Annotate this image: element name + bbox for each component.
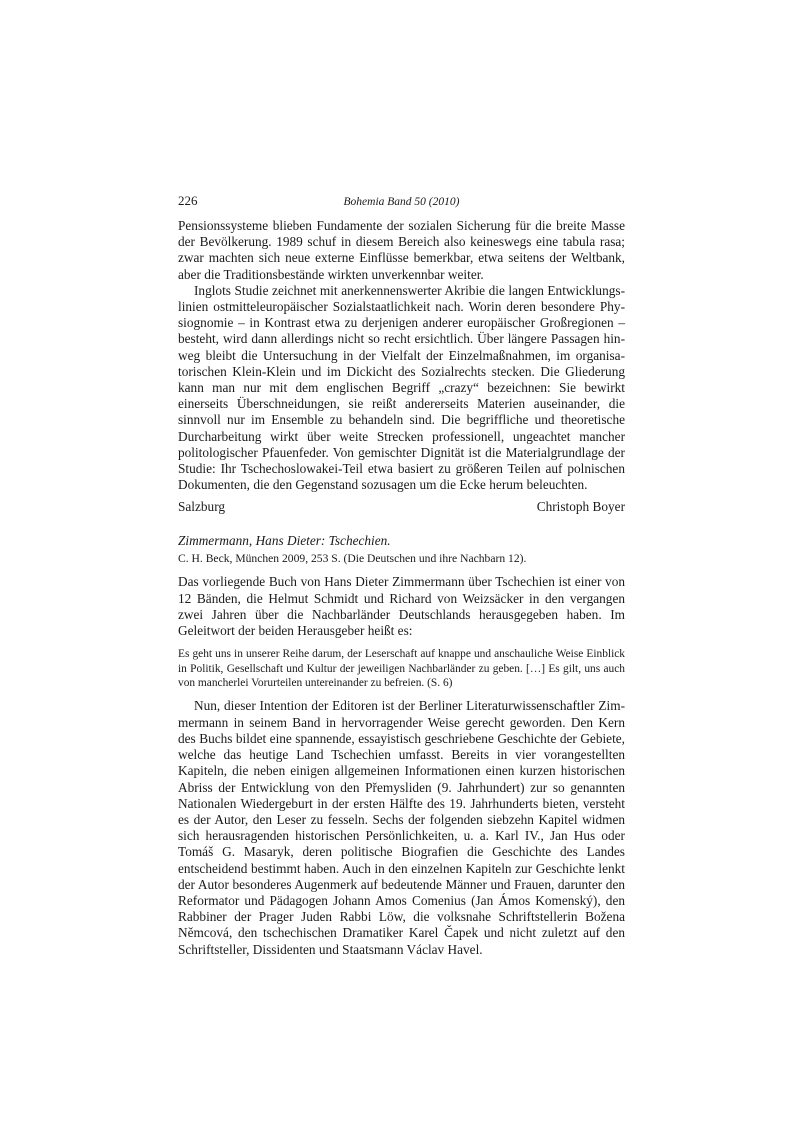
block-quote: Es geht uns in unserer Reihe darum, der Leserschaft auf knappe und anschauliche Weise Einblick in Politik, Gesellschaft und Kultur der jeweiligen Nachbarländer zu geben. […] Es gilt, uns auch von mancherlei Vorurteilen untereinander zu befreien. (S. 6) [178,648,625,690]
document-page [178,193,625,958]
review-publication: C. H. Beck, München 2009, 253 S. (Die Deutschen und ihre Nachbarn 12). [178,552,527,566]
paragraph-critique: Inglots Studie zeichnet mit anerkennenswerter Akribie die langen Entwicklungslinien ostmitteleuropäischer Sozialstaatlichkeit nach. Worin deren besondere Physiognomie – in Kontrast etwa zu derjenigen anderer europäischer Großregionen – besteht, wird dann allerdings nicht so recht ersichtlich. Über längere Passagen hinweg bleibt die Untersuchung in der Vielfalt der Einzelmaßnahmen, im organisatorischen Klein-Klein und im Dickicht des Sozialrechts stecken. Die Gliederung kann man nur mit dem englischen Begriff „crazy“ bezeichnen: Sie bewirkt einerseits Überschneidungen, sie reißt andererseits Materien auseinander, die sinnvoll nur im Ensemble zu behandeln sind. Die begriffliche und theoretische Durcharbeitung wirkt über weite Strecken professionell, ungeachtet mancher politologischer Pfauenfeder. Von gemischter Dignität ist die Materialgrundlage der Studie: Ihr Tschechoslowakei-Teil etwa basiert zu größeren Teilen auf polnischen Dokumenten, die den Gegenstand sozusagen um die Ecke herum beleuchten. [178,282,625,493]
signoff-author: Christoph Boyer [536,499,625,515]
review-signoff [178,499,625,515]
page-number: 226 [178,193,198,208]
signoff-place: Salzburg [178,499,226,515]
review-paragraph-intro: Das vorliegende Buch von Hans Dieter Zimmermann über Tschechien ist einer von 12 Bänden, die Helmut Schmidt und Richard von Weizsäcker in den vergangen zwei Jahren über die Nachbarländer Deutschlands herausgegeben haben. Im Geleitwort der beiden Herausgeber heißt es: [178,574,625,639]
running-head [178,193,625,209]
review-paragraph-body: Nun, dieser Intention der Editoren ist der Berliner Literaturwissenschaftler Zimmermann in seinem Band in hervorragender Weise gerecht geworden. Den Kern des Buchs bildet eine spannende, essayistisch geschriebene Geschichte der Gebiete, welche das heutige Land Tschechien umfasst. Bereits in vier vorangestellten Kapiteln, die neben einigen allgemeinen Informationen einen kurzen historischen Abriss der Entwicklung von den Přemysliden (9. Jahrhundert) zur so genannten Nationalen Wiedergeburt in der ersten Hälfte des 19. Jahrhunderts bieten, versteht es der Autor, den Leser zu fesseln. Sechs der folgenden siebzehn Kapitel widmen sich herausragenden historischen Persönlichkeiten, u. a. Karl IV., Jan Hus oder Tomáš G. Masaryk, deren politische Biografien die Geschichte des Landes entscheidend bestimmt haben. Auch in den einzelnen Kapiteln zur Geschichte lenkt der Autor besonderes Augenmerk auf bedeutende Männer und Frauen, darunter den Reformator und Pädagogen Johann Amos Comenius (Jan Ámos Komenský), den Rabbiner der Prager Juden Rabbi Löw, die volksnahe Schriftstellerin Božena Němcová, den tschechischen Dramatiker Karel Čapek und nicht zuletzt auf den Schriftsteller, Dissidenten und Staatsmann Václav Havel. [178,698,625,957]
paragraph-continued: Pensionssysteme blieben Fundamente der sozialen Sicherung für die breite Masse der Bevölkerung. 1989 schuf in diesem Bereich also keineswegs eine tabula rasa; zwar machten sich neue externe Einflüsse bemerkbar, etwa seitens der Weltbank, aber die Traditionsbestände wirkten unverkennbar weiter. [178,218,625,282]
review-title: Zimmermann, Hans Dieter: Tschechien. [178,533,391,549]
journal-title: Bohemia Band 50 (2010) [343,196,460,208]
